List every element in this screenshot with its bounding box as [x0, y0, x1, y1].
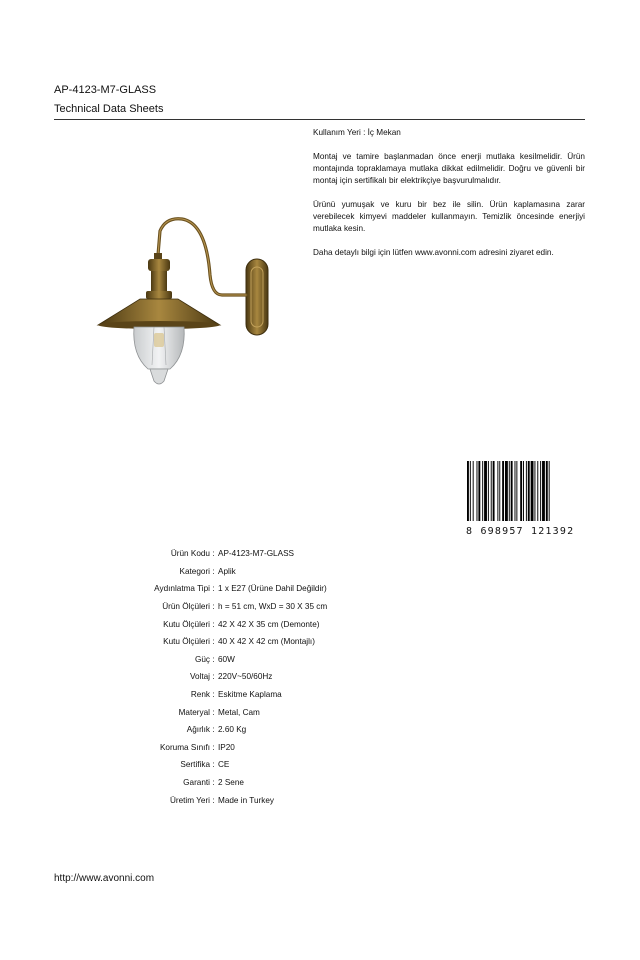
barcode-bar [477, 461, 478, 521]
spec-value: 1 x E27 (Ürüne Dahil Değildir) [218, 584, 327, 594]
spec-row [60, 756, 327, 774]
barcode-bar [523, 461, 524, 521]
spec-value: 2 Sene [218, 778, 244, 788]
spec-separator: : [212, 760, 215, 770]
document-subtitle: Technical Data Sheets [54, 103, 164, 115]
barcode-bar [467, 461, 469, 521]
spec-separator: : [212, 690, 215, 700]
spec-separator: : [212, 637, 215, 647]
spec-value: AP-4123-M7-GLASS [218, 549, 294, 559]
barcode-bar [502, 461, 504, 521]
spec-value: 40 X 42 X 42 cm (Montajlı) [218, 637, 315, 647]
spec-separator: : [212, 795, 215, 805]
spec-row [60, 721, 327, 739]
barcode-bar [499, 461, 500, 521]
barcode-bar [509, 461, 510, 521]
spec-row [60, 791, 327, 809]
barcode-bar [520, 461, 522, 521]
barcode [466, 461, 584, 537]
spec-value: 60W [218, 654, 235, 664]
barcode-bar [531, 461, 534, 521]
spec-label: Renk [190, 690, 210, 700]
spec-row [60, 703, 327, 721]
spec-label: Ürün Kodu [170, 549, 210, 559]
spec-row [60, 651, 327, 669]
spec-separator: : [212, 725, 215, 735]
spec-value: Aplik [218, 566, 236, 576]
spec-label: Kutu Ölçüleri [163, 619, 210, 629]
barcode-bars [466, 461, 584, 521]
barcode-bar [526, 461, 527, 521]
spec-label: Voltaj [189, 672, 210, 682]
spec-label: Ürün Ölçüleri [162, 602, 210, 612]
spec-row [60, 580, 327, 598]
spec-separator: : [212, 566, 215, 576]
spec-label: Kutu Ölçüleri [163, 637, 210, 647]
spec-label: Garanti [183, 778, 210, 788]
spec-row [60, 774, 327, 792]
barcode-bar [534, 461, 535, 521]
spec-row [60, 739, 327, 757]
spec-row [60, 545, 327, 563]
spec-value: Eskitme Kaplama [218, 690, 282, 700]
spec-row [60, 668, 327, 686]
barcode-bar [497, 461, 498, 521]
spec-value: Metal, Cam [218, 707, 260, 717]
barcode-bar [511, 461, 513, 521]
spec-value: 2.60 Kg [218, 725, 247, 735]
info-section [313, 127, 585, 271]
spec-separator: : [212, 778, 215, 788]
spec-label: Kategori [179, 566, 210, 576]
spec-value: h = 51 cm, WxD = 30 X 35 cm [218, 602, 328, 612]
barcode-bar [516, 461, 517, 521]
header-divider [54, 119, 585, 120]
barcode-bar [473, 461, 474, 521]
barcode-bar [482, 461, 483, 521]
barcode-bar [491, 461, 492, 521]
barcode-bar [540, 461, 541, 521]
spec-value: CE [218, 760, 230, 770]
barcode-bar [537, 461, 538, 521]
product-image [94, 215, 274, 400]
spec-label: Aydınlatma Tipi [154, 584, 210, 594]
website-link[interactable]: http://www.avonni.com [54, 873, 155, 884]
spec-label: Güç [194, 654, 210, 664]
spec-label: Koruma Sınıfı [159, 742, 210, 752]
spec-separator: : [212, 602, 215, 612]
spec-row [60, 615, 327, 633]
barcode-bar [470, 461, 471, 521]
spec-separator: : [212, 707, 215, 717]
barcode-bar [515, 461, 516, 521]
safety-paragraph: Montaj ve tamire başlanmadan önce enerji mutlaka kesilmelidir. Ürün montajında topraklamaya mutlaka dikkat edilmelidir. Doğru ve güvenli bir montaj için sertifikalı bir elektrikçiye başvurulmalıdır. [313, 152, 585, 185]
barcode-bar [549, 461, 550, 521]
spec-value: Made in Turkey [218, 795, 274, 805]
spec-separator: : [212, 549, 215, 559]
spec-label: Materyal [178, 707, 210, 717]
spec-value: 220V~50/60Hz [218, 672, 273, 682]
spec-row [60, 563, 327, 581]
spec-row [60, 633, 327, 651]
barcode-bar [488, 461, 489, 521]
barcode-bar [542, 461, 545, 521]
barcode-bar [546, 461, 548, 521]
usage-text: Kullanım Yeri : İç Mekan [313, 128, 401, 137]
spec-label: Üretim Yeri [169, 795, 210, 805]
website-paragraph: Daha detaylı bilgi için lütfen www.avonni.com adresini ziyaret edin. [313, 248, 554, 257]
spec-table [60, 545, 327, 809]
spec-row [60, 598, 327, 616]
barcode-bar [528, 461, 530, 521]
spec-separator: : [212, 619, 215, 629]
barcode-bar [505, 461, 508, 521]
barcode-number: 8 698957 121392 [466, 526, 575, 537]
spec-separator: : [212, 654, 215, 664]
barcode-bar [484, 461, 487, 521]
barcode-bar [478, 461, 480, 521]
spec-label: Ağırlık [186, 725, 210, 735]
cleaning-paragraph: Ürünü yumuşak ve kuru bir bez ile silin. Ürün kaplamasına zarar verebilecek kimyevi maddeler kullanmayın. Temizlik öncesinde enerjiyi mutlaka kesin. [313, 200, 585, 233]
product-code-title: AP-4123-M7-GLASS [54, 84, 157, 96]
spec-value: IP20 [218, 742, 235, 752]
spec-separator: : [212, 672, 215, 682]
spec-label: Sertifika [180, 760, 210, 770]
spec-separator: : [212, 742, 215, 752]
barcode-bar [493, 461, 495, 521]
spec-separator: : [212, 584, 215, 594]
spec-value: 42 X 42 X 35 cm (Demonte) [218, 619, 320, 629]
spec-row [60, 686, 327, 704]
wall-lamp-icon [94, 215, 274, 395]
